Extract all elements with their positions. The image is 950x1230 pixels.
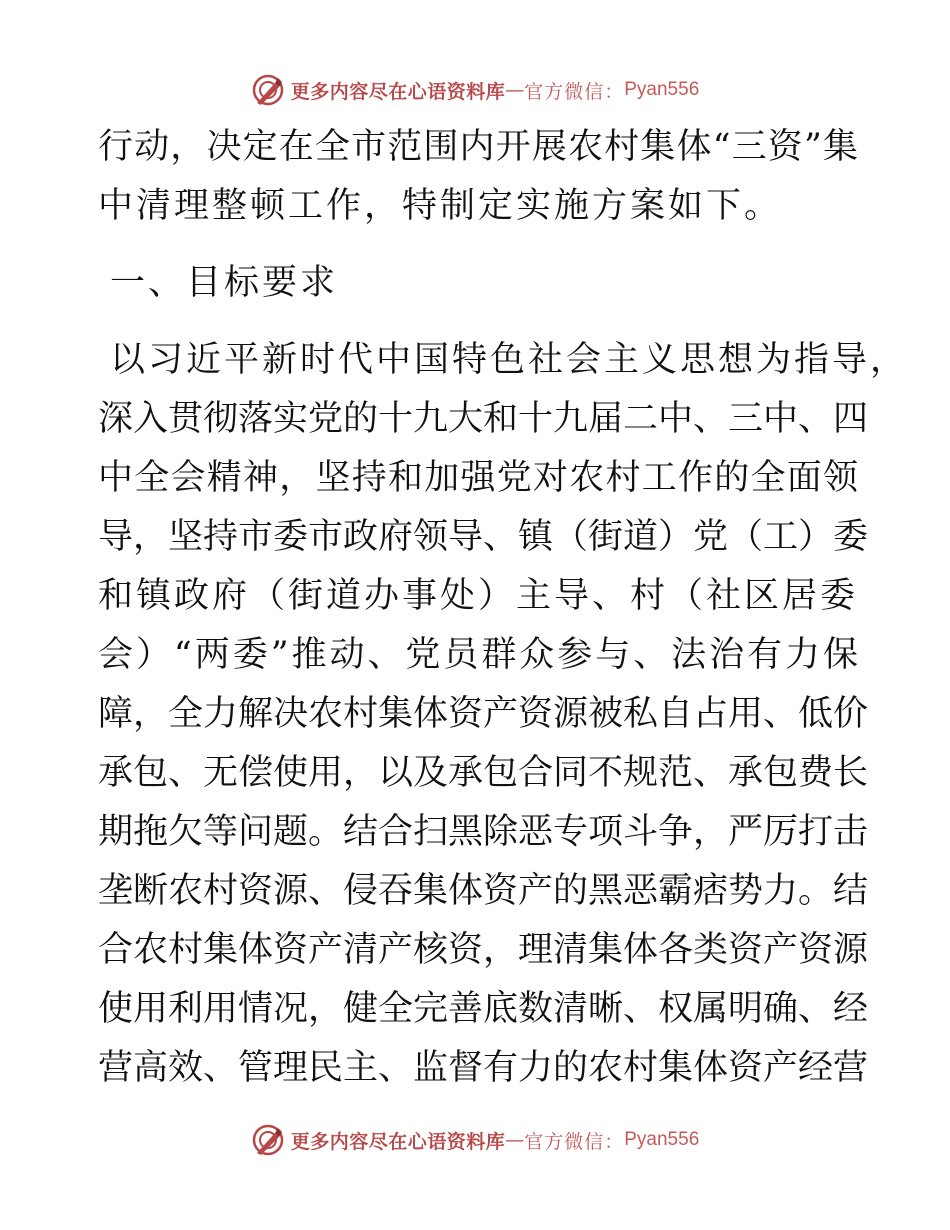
pen-logo-icon (251, 73, 285, 107)
watermark-main-text: 更多内容尽在心语资料库 (290, 1130, 506, 1153)
paragraph-line: 以习近平新时代中国特色社会主义思想为指导， (110, 340, 909, 380)
pen-logo-icon (251, 1123, 285, 1157)
document-body (98, 118, 909, 1098)
paragraph-line: 深入贯彻落实党的十九大和十九届二中、三中、四 (98, 399, 869, 439)
paragraph-line: 合农村集体资产清产核资，理清集体各类资产资源 (98, 930, 869, 970)
watermark-wechat-label: 官方微信： (524, 80, 625, 103)
paragraph-line: 导，坚持市委市政府领导、镇（街道）党（工）委 (98, 517, 869, 557)
paragraph-line: 中全会精神，坚持和加强党对农村工作的全面领 (98, 458, 858, 498)
paragraph-line: 使用利用情况，健全完善底数清晰、权属明确、经 (98, 989, 869, 1029)
footer-watermark (0, 1120, 950, 1160)
paragraph-line: 障，全力解决农村集体资产资源被私自占用、低价 (98, 694, 869, 734)
paragraph-spacer (98, 313, 858, 331)
paragraph-line: 承包、无偿使用，以及承包合同不规范、承包费长 (98, 753, 869, 793)
paragraph-line: 和镇政府（街道办事处）主导、村（社区居委 (98, 576, 859, 616)
watermark-wechat-label: 官方微信： (524, 1130, 625, 1153)
paragraph-line: 营高效、管理民主、监督有力的农村集体资产经营 (98, 1048, 869, 1088)
paragraph-line: 期拖欠等问题。结合扫黑除恶专项斗争，严厉打击 (98, 812, 869, 852)
watermark-dash: — (505, 79, 525, 101)
watermark-wechat-id: Pyan556 (624, 1129, 700, 1150)
section-heading: 一、目标要求 (110, 263, 339, 303)
watermark-main-text: 更多内容尽在心语资料库 (290, 80, 506, 103)
paragraph-line: 中清理整顿工作，特制定实施方案如下。 (98, 186, 783, 226)
paragraph-line: 行动，决定在全市范围内开展农村集体“三资”集 (98, 127, 858, 167)
header-watermark (0, 70, 950, 110)
watermark-dash: — (505, 1129, 525, 1151)
watermark-wechat-id: Pyan556 (624, 79, 700, 100)
paragraph-line: 垄断农村资源、侵吞集体资产的黑恶霸痞势力。结 (98, 871, 869, 911)
paragraph-spacer (98, 236, 858, 254)
paragraph-line: 会）“两委”推动、党员群众参与、法治有力保 (98, 635, 858, 675)
